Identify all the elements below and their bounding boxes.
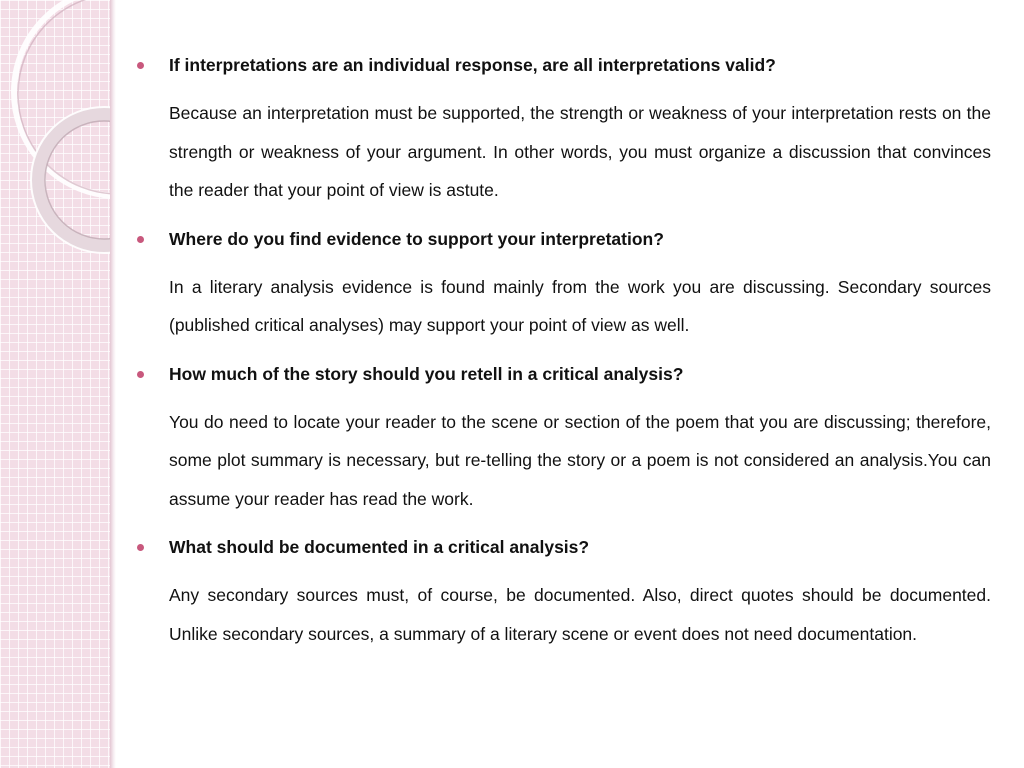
bullet-dot: [137, 544, 144, 551]
decorative-rings: [0, 0, 112, 768]
faq-item: [133, 357, 991, 519]
large-ring: [14, 0, 112, 196]
faq-item: [133, 530, 991, 653]
question-heading: How much of the story should you retell in a critical analysis?: [169, 363, 684, 384]
question-heading: What should be documented in a critical analysis?: [169, 537, 590, 557]
decorative-sidebar: [0, 0, 112, 768]
answer-text: In a literary analysis evidence is found mainly from the work you are discussing. Secondary sources (published critical analyses) may support your point of view as well.: [169, 276, 991, 335]
content-area: [133, 48, 991, 665]
question-heading: Where do you find evidence to support your interpretation?: [169, 228, 664, 249]
question-heading: If interpretations are an individual response, are all interpretations valid?: [169, 55, 776, 75]
answer-text: You do need to locate your reader to the scene or section of the poem that you are discussing; therefore, some plot summary is necessary, but re-telling the story or a poem is not considered an analysis.You can assume your reader has read the work.: [169, 411, 991, 509]
bullet-dot: [137, 236, 144, 243]
answer-text: Any secondary sources must, of course, be documented. Also, direct quotes should be documented. Unlike secondary sources, a summary of a literary scene or event does not need documentation.: [169, 585, 991, 644]
bullet-dot: [137, 371, 144, 378]
bullet-dot: [137, 62, 144, 69]
faq-item: [133, 48, 991, 210]
faq-item: [133, 222, 991, 345]
answer-text: Because an interpretation must be supported, the strength or weakness of your interpretation rests on the strength or weakness of your argument. In other words, you must organize a discussion that convinces the reader that your point of view is astute.: [169, 103, 991, 200]
sidebar-edge: [110, 0, 116, 768]
small-ring: [38, 114, 112, 246]
